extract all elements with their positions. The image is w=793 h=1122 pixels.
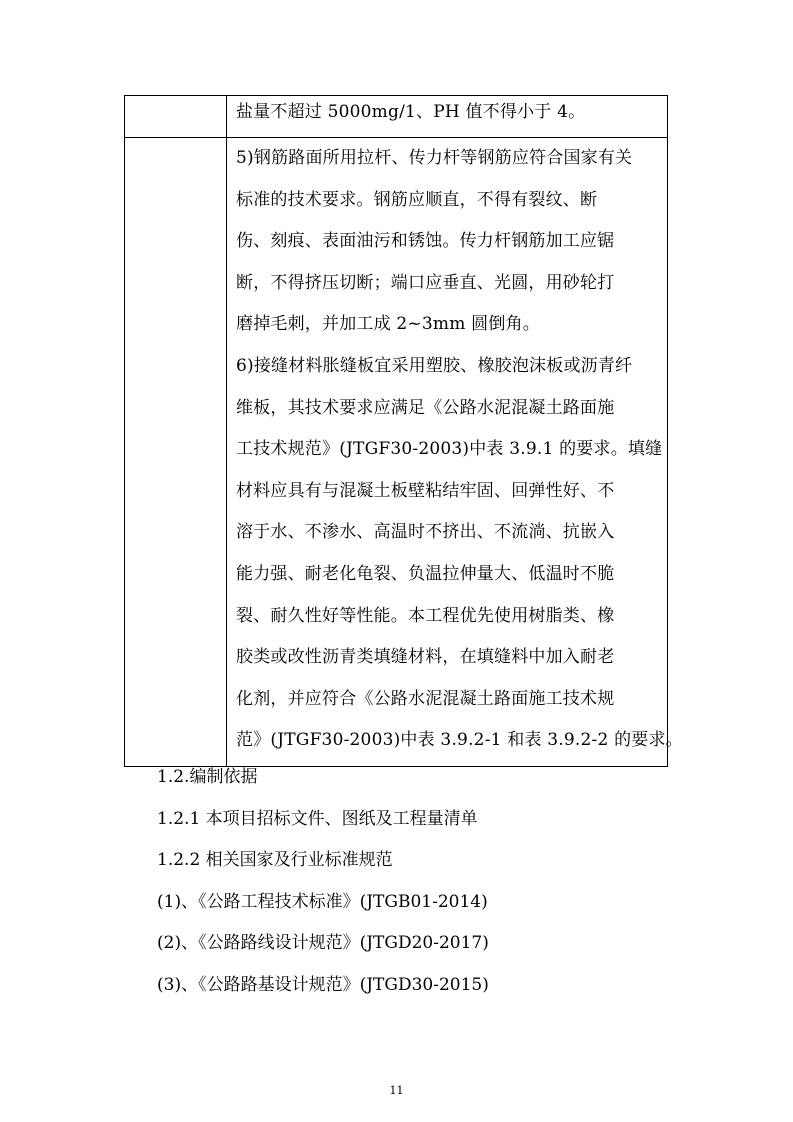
text-line: 胶类或改性沥青类填缝材料，在填缝料中加入耐老 [236,647,615,668]
table-cell-text: 盐量不超过 5000mg/1、PH 值不得小于 4。 [236,102,586,122]
text-line: 维板，其技术要求应满足《公路水泥混凝土路面施 [236,397,615,418]
list-item: (2)、《公路路线设计规范》(JTGD20-2017) [157,933,489,954]
text-line: 标准的技术要求。钢筋应顺直，不得有裂纹、断 [236,189,598,210]
text-line: 材料应具有与混凝土板壁粘结牢固、回弹性好、不 [236,480,615,501]
section-heading: 1.2.编制依据 [157,767,258,787]
spec-table [124,95,683,767]
text-line: 5)钢筋路面所用拉杆、传力杆等钢筋应符合国家有关 [236,148,633,168]
text-line: 工技术规范》(JTGF30-2003)中表 3.9.1 的要求。填缝 [236,439,663,460]
body-text [157,757,489,1007]
list-item: (1)、《公路工程技术标准》(JTGB01-2014) [157,891,488,912]
text-line: 伤、刻痕、表面油污和锈蚀。传力杆钢筋加工应锯 [236,231,615,252]
text-line: 断，不得挤压切断；端口应垂直、光圆，用砂轮打 [236,272,615,293]
table-cell-label [125,138,227,767]
table-cell-label [125,96,227,138]
list-item: (3)、《公路路基设计规范》(JTGD30-2015) [157,974,489,995]
text-line: 磨掉毛刺，并加工成 2~3mm 圆倒角。 [236,314,540,335]
text-line: 化剂，并应符合《公路水泥混凝土路面施工技术规 [236,688,615,709]
table-cell-content [227,138,683,767]
table-cell-content [227,96,668,138]
table-row [125,96,668,138]
text-line: 6)接缝材料胀缝板宜采用塑胶、橡胶泡沫板或沥青纤 [236,355,633,376]
page-number: 11 [389,1084,404,1097]
text-line: 范》(JTGF30-2003)中表 3.9.2-1 和表 3.9.2-2 的要求。 [236,730,683,751]
text-line: 能力强、耐老化龟裂、负温拉伸量大、低温时不脆 [236,563,615,584]
text-line: 裂、耐久性好等性能。本工程优先使用树脂类、橡 [236,605,615,626]
subsection-heading: 1.2.1 本项目招标文件、图纸及工程量清单 [157,808,478,829]
text-line: 溶于水、不渗水、高温时不挤出、不流淌、抗嵌入 [236,522,615,543]
table-row [125,138,668,767]
table-cell-paragraphs [227,138,683,766]
subsection-heading: 1.2.2 相关国家及行业标准规范 [157,850,393,871]
